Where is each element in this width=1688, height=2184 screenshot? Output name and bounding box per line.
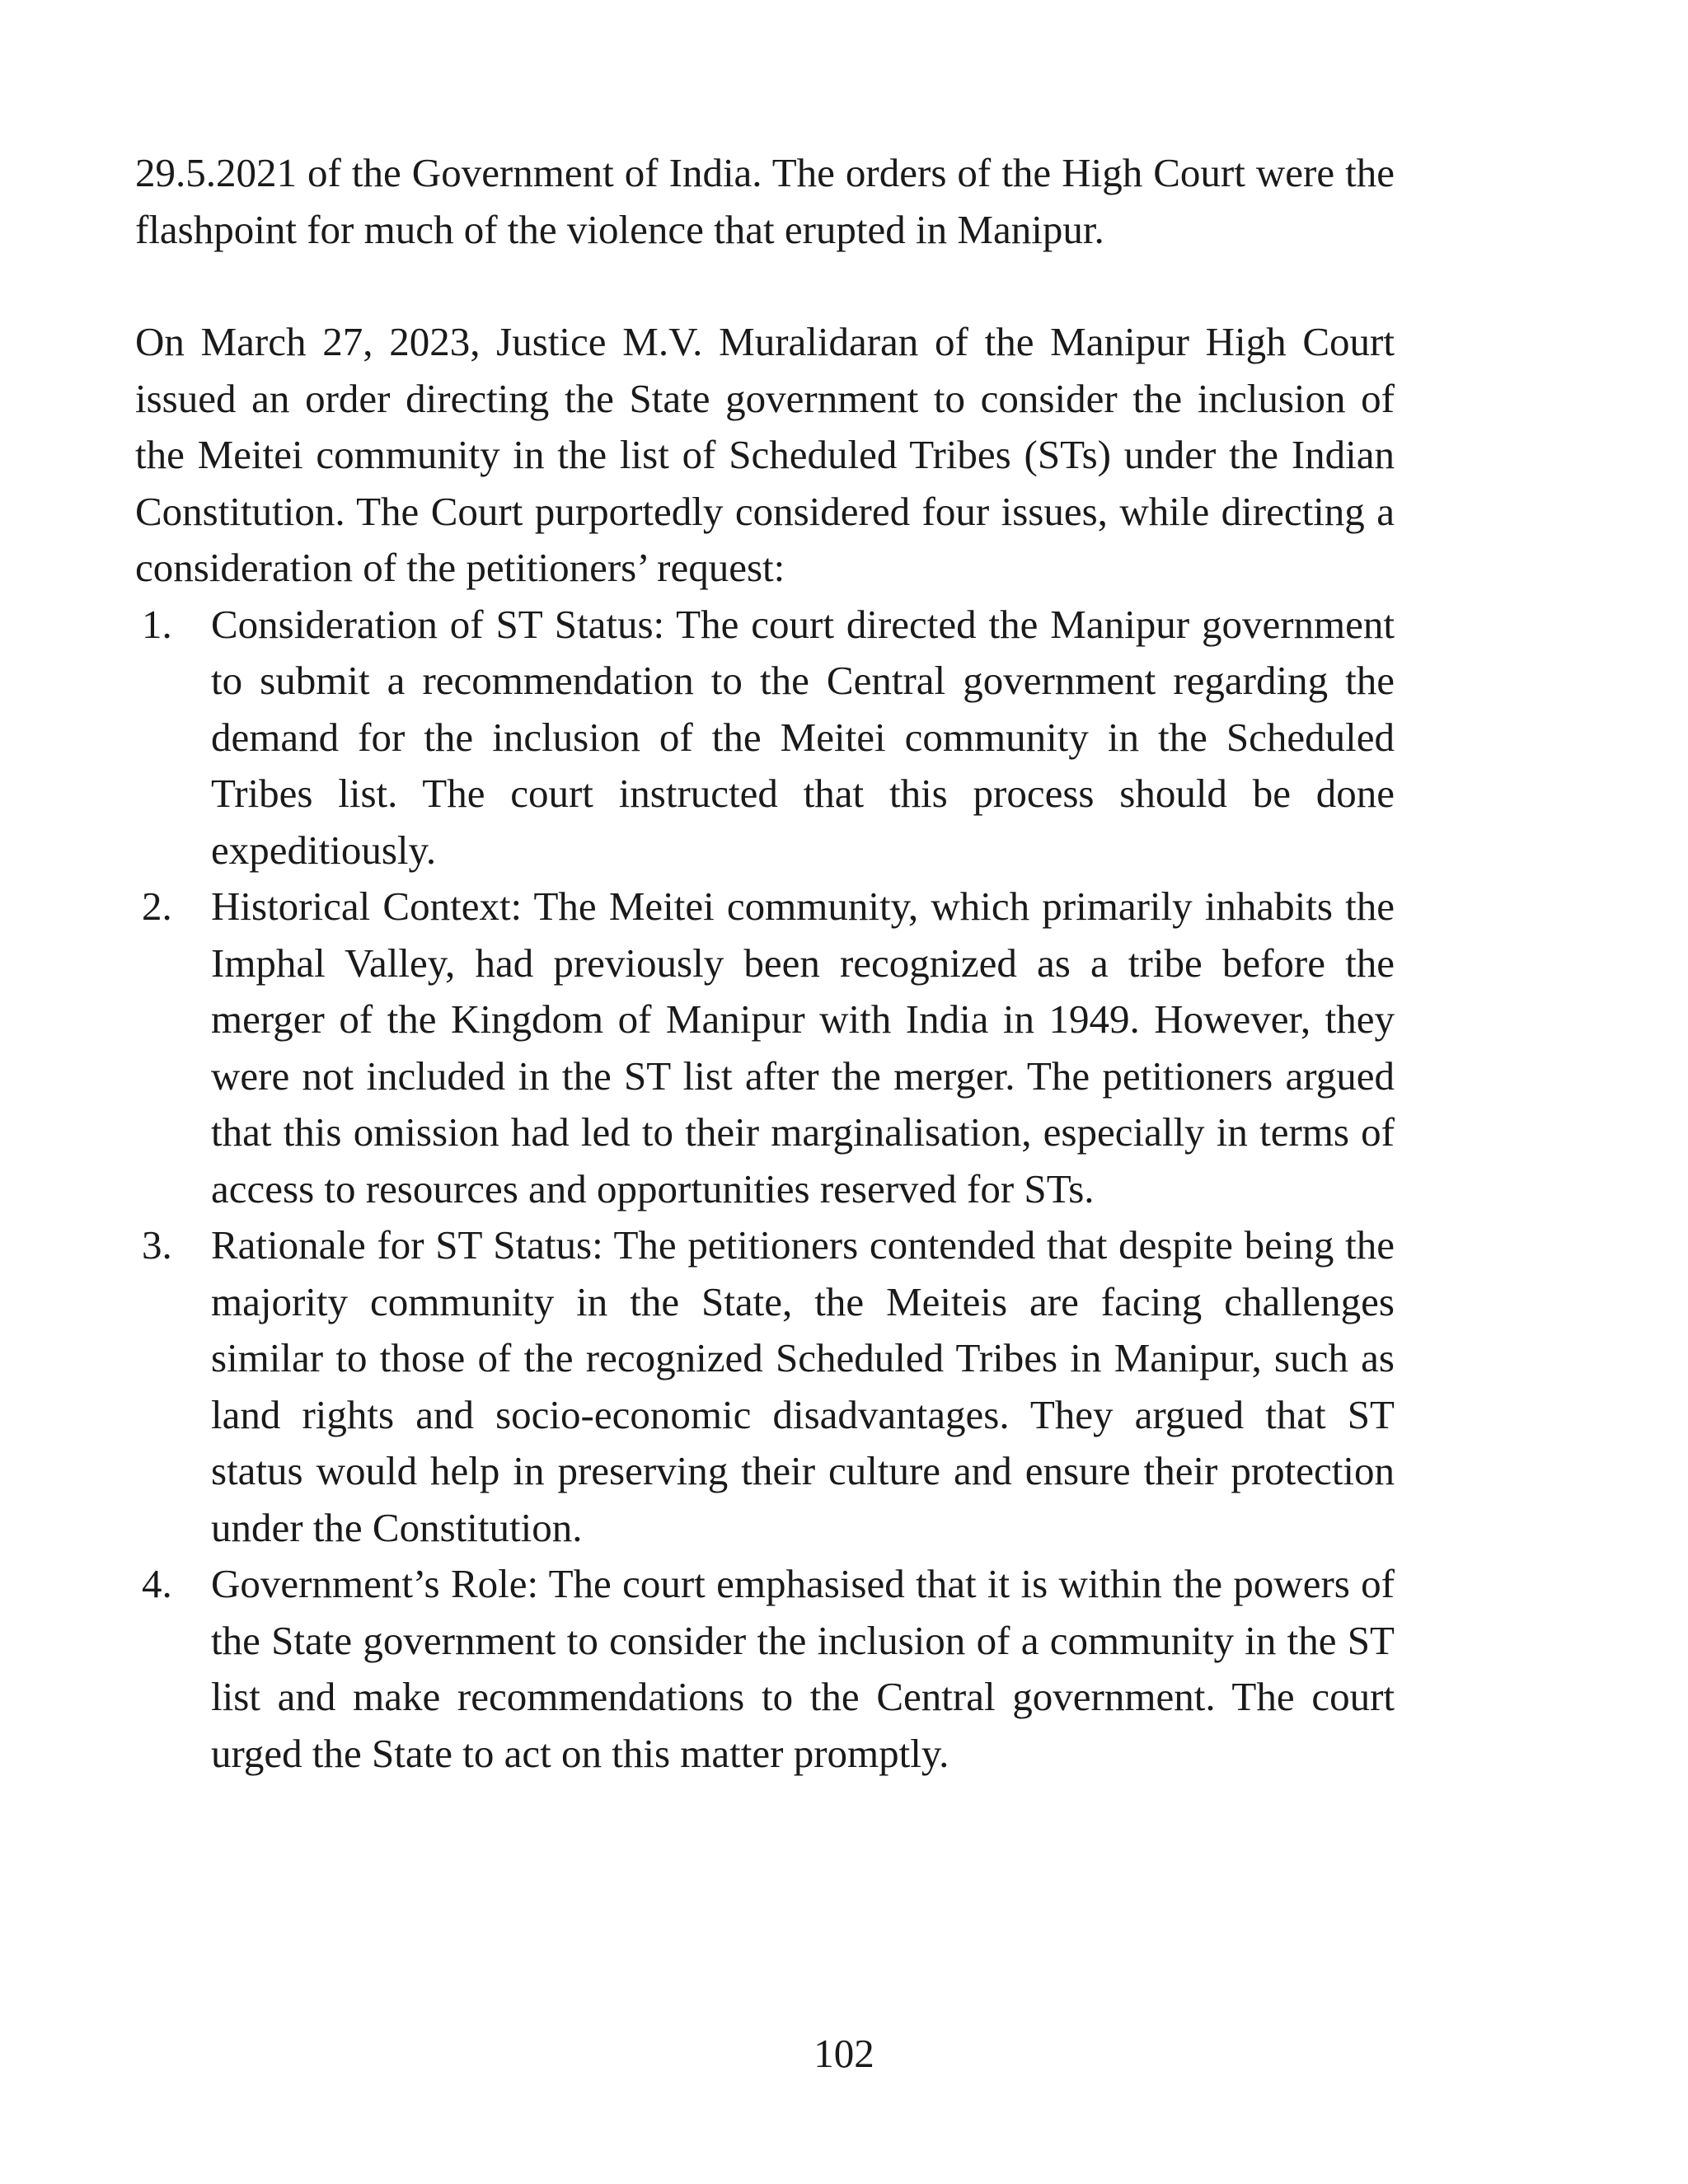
issues-list	[135, 597, 1395, 1783]
paragraph-court-order: On March 27, 2023, Justice M.V. Muralidaran of the Manipur High Court issued an order directing the State government to consider the inclusion of the Meitei community in the list of Scheduled Tribes (STs) under the Indian Constitution. The Court purportedly considered four issues, while directing a consideration of the petitioners’ request:	[135, 319, 1395, 590]
list-item	[135, 1217, 1395, 1556]
list-item-number: 3.	[142, 1222, 172, 1268]
list-item-text: Government’s Role: The court emphasised that it is within the powers of the State government to consider the inclusion of a community in the ST list and make recommendations to the Central government. The court urged the State to act on this matter promptly.	[211, 1561, 1395, 1776]
list-item	[135, 879, 1395, 1217]
list-item-number: 1.	[142, 601, 172, 647]
list-item-text: Historical Context: The Meitei community, which primarily inhabits the Imphal Valley, had previously been recognized as a tribe before the merger of the Kingdom of Manipur with India in 1949. However, they were not included in the ST list after the merger. The petitioners argued that this omission had led to their marginalisation, especially in terms of access to resources and opportunities reserved for STs.	[211, 883, 1395, 1212]
list-item	[135, 597, 1395, 879]
paragraph-continuation: 29.5.2021 of the Government of India. The orders of the High Court were the flashpoint for much of the violence that erupted in Manipur.	[135, 150, 1395, 252]
list-item-number: 2.	[142, 883, 172, 929]
page-body	[135, 145, 1395, 1782]
page-number: 102	[814, 2031, 874, 2076]
list-item	[135, 1556, 1395, 1782]
list-item-text: Rationale for ST Status: The petitioners contended that despite being the majority community in the State, the Meiteis are facing challenges similar to those of the recognized Scheduled Tribes in Manipur, such as land rights and socio-economic disadvantages. They argued that ST status would help in preserving their culture and ensure their protection under the Constitution.	[211, 1222, 1395, 1550]
list-item-number: 4.	[142, 1561, 172, 1606]
list-item-text: Consideration of ST Status: The court directed the Manipur government to submit a recommendation to the Central government regarding the demand for the inclusion of the Meitei community in the Scheduled Tribes list. The court instructed that this process should be done expeditiously.	[211, 601, 1395, 873]
